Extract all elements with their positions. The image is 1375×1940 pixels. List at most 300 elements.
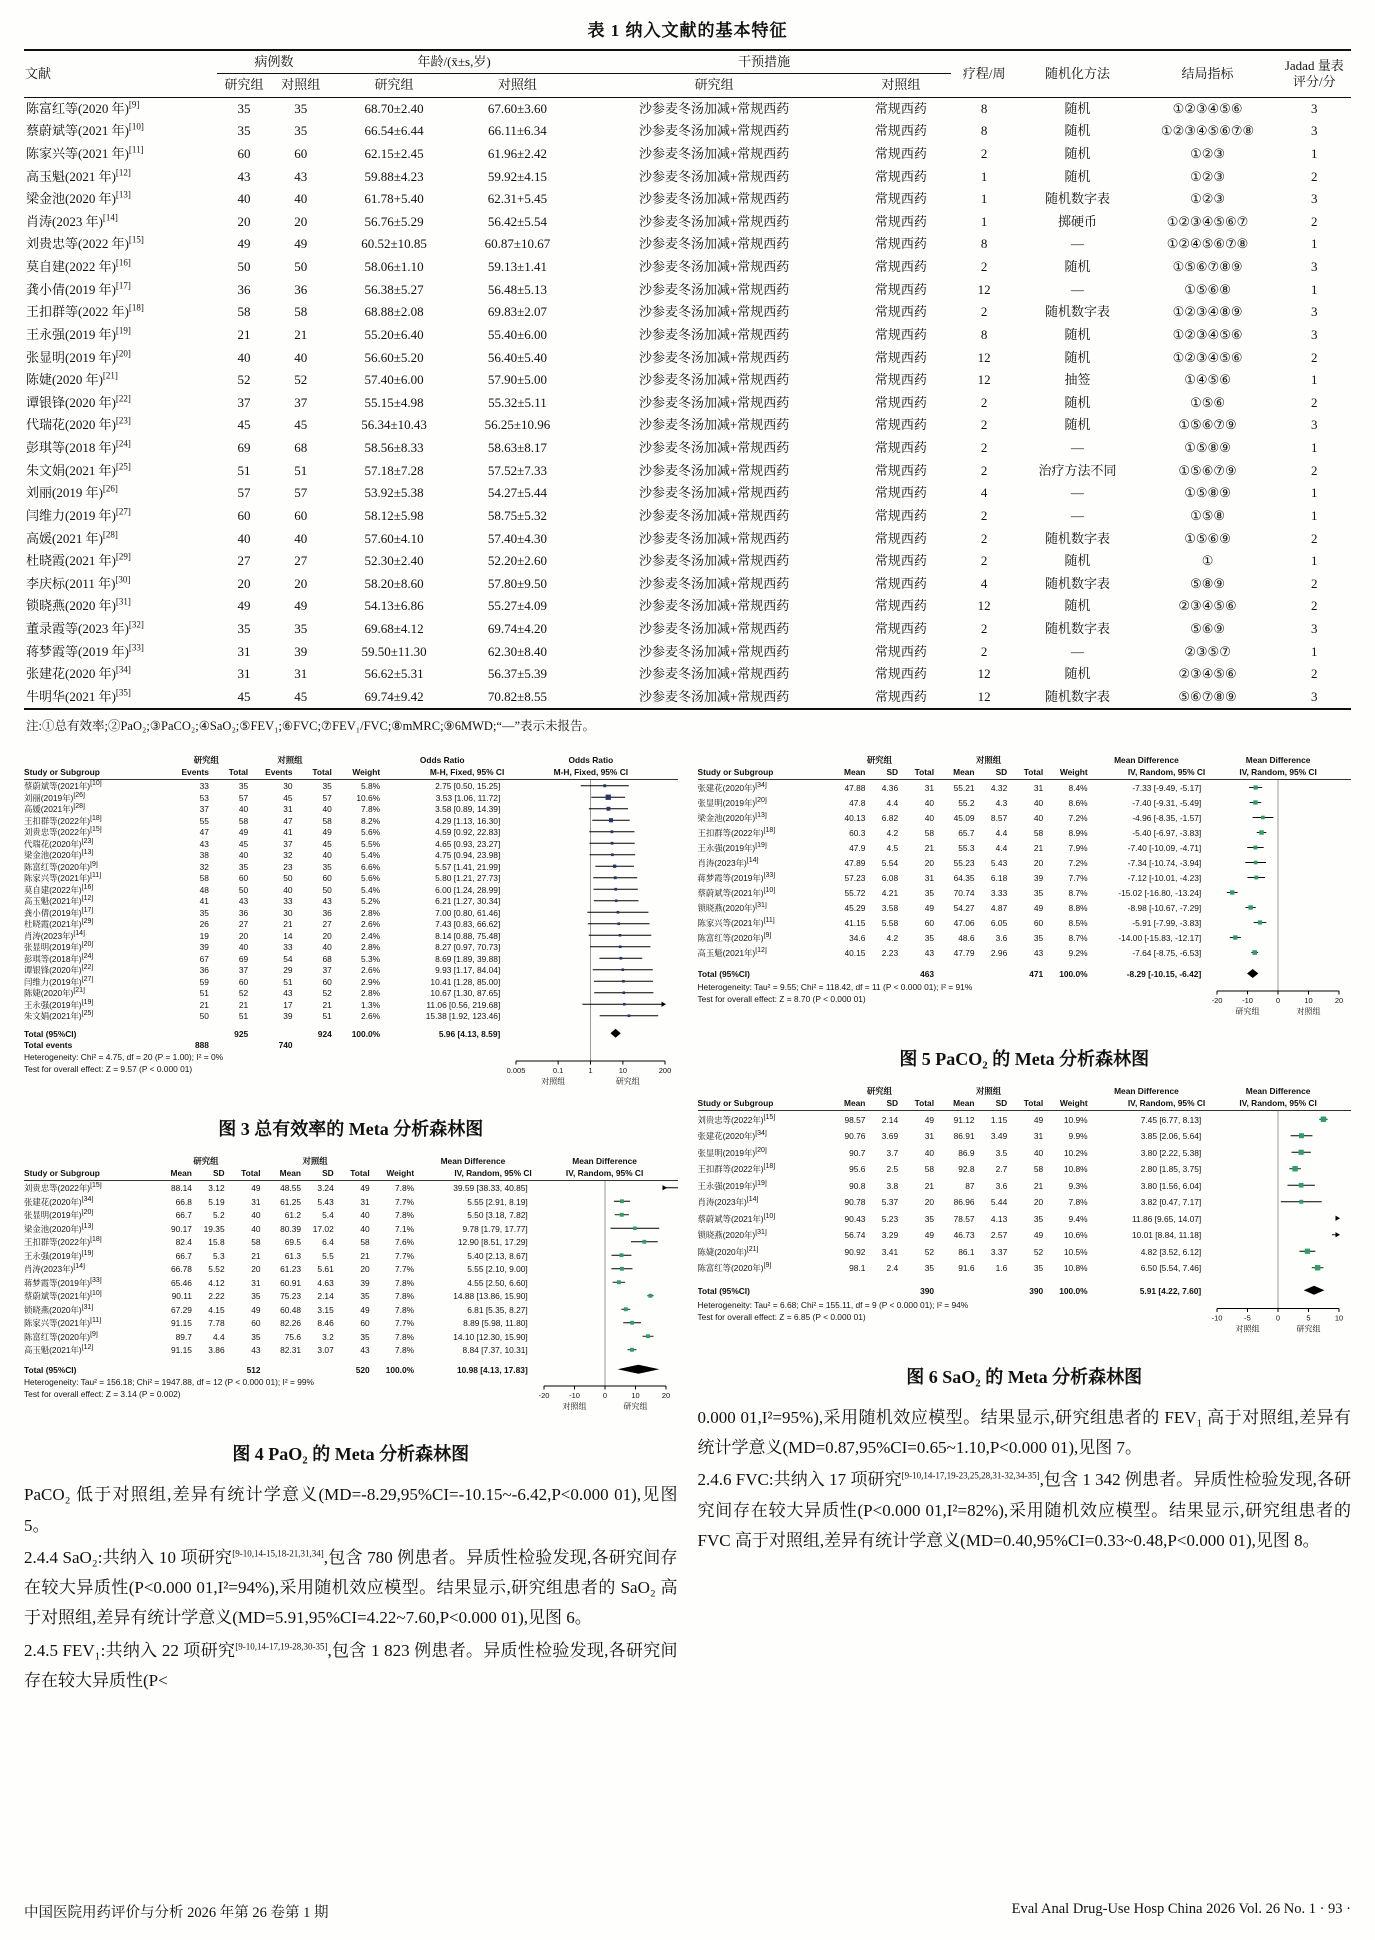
table-cell: 随机数字表 <box>1045 304 1111 320</box>
forest-value: 4.4 <box>995 827 1008 838</box>
forest-row <box>698 795 1352 810</box>
forest-value: 21 <box>360 1250 370 1261</box>
table-cell: 58.63±8.17 <box>487 440 547 456</box>
forest-value: 20 <box>251 1264 261 1275</box>
table-cell: 常规西药 <box>874 123 927 139</box>
forest-value: 3.6 <box>995 1180 1008 1191</box>
table-row <box>24 392 1351 415</box>
forest-value: 91.12 <box>953 1114 975 1125</box>
table-cell: 沙参麦冬汤加减+常规西药 <box>638 643 790 659</box>
table-cell: 52.30±2.40 <box>364 553 424 569</box>
num-col-header: SD <box>322 1168 334 1179</box>
forest-study-label: 陈婕(2020年)[21] <box>24 987 85 999</box>
forest-ci-text: 14.88 [13.86, 15.90] <box>453 1291 528 1302</box>
forest-value: 5.43 <box>317 1196 334 1207</box>
forest-value: 60 <box>360 1318 370 1329</box>
heterogeneity-text: Heterogeneity: Chi² = 4.75, df = 20 (P = 1.00); I² = 0% <box>24 1052 224 1063</box>
forest-value: 49 <box>360 1183 370 1194</box>
forest-group-header <box>370 1155 414 1167</box>
forest-group-header <box>698 1085 825 1097</box>
forest-value: 10.8% <box>1063 1263 1088 1274</box>
forest-value: 4.2 <box>886 932 899 943</box>
forest-value: 7.9% <box>1068 842 1088 853</box>
forest-value: 60 <box>924 917 935 928</box>
forest-value: 7.78 <box>208 1318 225 1329</box>
table-cell: 沙参麦冬汤加减+常规西药 <box>638 598 790 614</box>
table-cell: 杜晓霞(2021 年)[29] <box>26 551 131 569</box>
forest-ci-text: 3.53 [1.06, 11.72] <box>435 792 501 803</box>
forest-study-label: 刘贵忠等(2022年)[15] <box>24 1182 102 1194</box>
forest-header-cols <box>698 766 1352 780</box>
forest-row <box>698 1177 1352 1194</box>
forest-row <box>698 885 1352 900</box>
table-cell: 常规西药 <box>874 530 927 546</box>
forest-row <box>24 780 678 792</box>
table-cell: 69.68±4.12 <box>364 621 424 637</box>
forest-value: 2.14 <box>881 1114 899 1125</box>
forest-value: 57 <box>322 792 332 803</box>
table-cell: 2 <box>980 145 988 161</box>
table-cell: 2 <box>1311 394 1318 410</box>
forest-ci-text: 10.67 [1.30, 87.65] <box>430 988 501 999</box>
table-cell: 40 <box>237 191 251 207</box>
forest-group-header <box>332 754 380 766</box>
forest-value: 92.8 <box>958 1164 975 1175</box>
num-col-header: Total <box>241 1168 261 1179</box>
table-cell: 沙参麦冬汤加减+常规西药 <box>638 349 790 365</box>
table-cell: 沙参麦冬汤加减+常规西药 <box>638 417 790 433</box>
forest-plot-fig4 <box>24 1155 678 1430</box>
forest-value: 888 <box>194 1040 209 1051</box>
table-cell: 59.13±1.41 <box>487 259 547 275</box>
forest-value: 8.4% <box>1068 782 1088 793</box>
forest-study-label: 代瑞花(2020年)[23] <box>24 837 94 849</box>
svg-text:0.005: 0.005 <box>506 1066 526 1076</box>
table-cell: 12 <box>977 349 991 365</box>
forest-value: 66.8 <box>175 1196 192 1207</box>
forest-study-label: 王扣群等(2022年)[18] <box>697 827 776 838</box>
forest-value: 7.8% <box>395 1291 415 1302</box>
table-cell: 沙参麦冬汤加减+常规西药 <box>638 168 790 184</box>
table-cell: 沙参麦冬汤加减+常规西药 <box>638 259 790 275</box>
method-col-header: M-H, Fixed, 95% CI <box>429 767 505 778</box>
table-cell: 35 <box>237 621 251 637</box>
table-cell: 62.30±8.40 <box>487 643 547 659</box>
forest-value: 55.72 <box>844 887 866 898</box>
forest-value: 35 <box>924 1213 935 1224</box>
table-cell: 治疗方法不同 <box>1038 462 1117 478</box>
table-cell: 58.75±5.32 <box>487 507 547 523</box>
forest-study-label: 张建花(2020年)[34] <box>697 1130 767 1142</box>
col-literature: 文献 <box>24 50 217 97</box>
table-cell: 3 <box>1311 688 1318 704</box>
forest-value: 61.2 <box>284 1210 302 1221</box>
forest-row <box>24 1222 678 1236</box>
forest-value: 2.96 <box>990 947 1008 958</box>
table-cell: 31 <box>294 666 308 682</box>
table-cell: 36 <box>237 281 251 297</box>
forest-row <box>698 1260 1352 1277</box>
col-intervention: 干预措施 <box>577 50 950 74</box>
method-col-header: IV, Random, 95% CI <box>1127 1098 1206 1109</box>
forest-row <box>24 941 678 953</box>
forest-value: 27 <box>322 919 332 930</box>
forest-ci-text: 10.98 [4.13, 17.83] <box>456 1364 528 1375</box>
forest-value: 39 <box>1033 872 1044 883</box>
table-cell: 1 <box>1311 281 1318 297</box>
svg-text:对照组: 对照组 <box>562 1402 587 1412</box>
forest-study-label: 王扣群等(2022年)[18] <box>697 1163 776 1175</box>
table-cell: 1 <box>1311 643 1318 659</box>
table-cell: 27 <box>237 553 251 569</box>
table-cell: 常规西药 <box>874 575 927 591</box>
table-cell: 沙参麦冬汤加减+常规西药 <box>638 145 790 161</box>
forest-value: 60 <box>238 873 249 884</box>
table-cell: 12 <box>977 598 991 614</box>
forest-value: 95.6 <box>849 1164 866 1175</box>
forest-group-header: 研究组 <box>193 755 219 766</box>
table-cell: 68 <box>294 440 308 456</box>
overall-effect-text: Test for overall effect: Z = 3.14 (P = 0.002) <box>24 1389 181 1400</box>
forest-value: 40 <box>1033 1147 1044 1158</box>
axis-space <box>24 1075 678 1105</box>
forest-value: 40 <box>238 804 249 815</box>
forest-group-header: Odds Ratio <box>419 755 465 766</box>
forest-study-label: Total (95%CI) <box>24 1028 77 1039</box>
forest-value: 49 <box>924 1230 935 1241</box>
forest-value: 3.49 <box>990 1131 1008 1142</box>
forest-row <box>24 849 678 861</box>
forest-group-header: 对照组 <box>302 1156 328 1167</box>
forest-row <box>24 964 678 976</box>
table-cell: 2 <box>980 643 988 659</box>
forest-row <box>24 999 678 1011</box>
forest-group-header <box>698 754 825 766</box>
forest-value: 2.4% <box>361 930 381 941</box>
table-cell: — <box>1071 281 1085 297</box>
forest-row <box>698 1194 1352 1211</box>
table-cell: 常规西药 <box>874 145 927 161</box>
forest-value: 5.19 <box>208 1196 225 1207</box>
forest-study-label: 张建花(2020年)[34] <box>24 1195 94 1207</box>
table-cell: 王扣群等(2022 年)[18] <box>26 302 144 320</box>
table-cell: 沙参麦冬汤加减+常规西药 <box>638 688 790 704</box>
forest-ci-text: 6.21 [1.27, 30.34] <box>435 896 501 907</box>
forest-value: 52 <box>238 988 249 999</box>
table-body <box>24 97 1351 709</box>
table-cell: 49 <box>294 236 308 252</box>
table-cell: 沙参麦冬汤加减+常规西药 <box>638 666 790 682</box>
svg-text:-10: -10 <box>568 1391 580 1401</box>
forest-value: 98.57 <box>844 1114 866 1125</box>
forest-value: 2.6% <box>361 1011 381 1022</box>
overall-effect-text: Test for overall effect: Z = 6.85 (P < 0.000 01) <box>697 1311 866 1322</box>
table-cell: 57.90±5.00 <box>487 372 547 388</box>
forest-value: 55.3 <box>958 842 975 853</box>
forest-value: 52 <box>1033 1246 1044 1257</box>
forest-value: 35 <box>238 781 249 792</box>
forest-value: 7.8% <box>361 804 381 815</box>
forest-row <box>698 1210 1352 1227</box>
table-cell: ①④⑤⑥ <box>1184 372 1231 388</box>
forest-value: 41 <box>199 896 209 907</box>
table-cell: 40 <box>294 530 308 546</box>
table-cell: 2 <box>980 259 988 275</box>
table-cell: 40 <box>294 191 308 207</box>
forest-ci-text: 2.75 [0.50, 15.25] <box>435 781 501 792</box>
sub-col-control: 对照组 <box>271 74 331 97</box>
forest-value: 46.73 <box>953 1230 975 1241</box>
table-cell: 随机 <box>1064 666 1091 682</box>
forest-value: 8.8% <box>1068 902 1088 913</box>
table-row <box>24 120 1351 143</box>
forest-study-label: Total events <box>24 1040 73 1051</box>
table-cell: 57 <box>294 485 308 501</box>
svg-text:-5: -5 <box>1244 1313 1252 1323</box>
forest-value: 520 <box>355 1364 370 1375</box>
forest-row <box>24 918 678 930</box>
forest-value: 87 <box>965 1180 975 1191</box>
table-cell: 蒋梦霞等(2019 年)[33] <box>26 642 144 659</box>
forest-value: 60 <box>322 873 332 884</box>
forest-value: 49 <box>1033 1114 1044 1125</box>
svg-text:研究组: 研究组 <box>616 1077 641 1087</box>
forest-study-label: 彭琪等(2018年)[24] <box>24 952 94 964</box>
table-cell: 李庆标(2011 年)[30] <box>26 574 131 591</box>
table-cell: 20 <box>237 575 251 591</box>
forest-row <box>24 1181 678 1195</box>
num-col-header: Total <box>350 1168 370 1179</box>
num-col-header: Weight <box>1059 1098 1088 1109</box>
forest-value: 512 <box>246 1364 261 1375</box>
forest-value: 53 <box>199 792 209 803</box>
forest-value: 5.6% <box>361 873 381 884</box>
forest-value: 57 <box>238 792 249 803</box>
forest-value: 47 <box>283 815 293 826</box>
forest-value: 5.37 <box>881 1197 899 1208</box>
forest-value: 3.58 <box>881 902 899 913</box>
forest-group-header <box>1043 1085 1087 1097</box>
forest-group-header: 对照组 <box>976 1086 1002 1097</box>
forest-value: 4.3 <box>995 797 1008 808</box>
forest-study-label: 陈富红等(2020年)[9] <box>697 932 772 943</box>
forest-row <box>698 945 1352 960</box>
table-cell: ①⑤⑥⑦⑨ <box>1178 462 1237 478</box>
forest-row <box>698 1227 1352 1244</box>
forest-value: 10.6% <box>356 792 381 803</box>
forest-value: 4.13 <box>990 1213 1008 1224</box>
forest-value: 58 <box>251 1237 261 1248</box>
forest-study-label: Total (95%CI) <box>697 1285 750 1296</box>
forest-ci-text: 5.91 [4.22, 7.60] <box>1139 1285 1202 1296</box>
forest-value: 35 <box>199 907 209 918</box>
forest-row <box>24 1039 678 1051</box>
forest-value: 54.27 <box>953 902 975 913</box>
forest-value: 8.46 <box>317 1318 334 1329</box>
table-cell: 2 <box>980 621 988 637</box>
forest-value: 35 <box>322 781 332 792</box>
table-cell: 常规西药 <box>874 213 927 229</box>
table-row <box>24 573 1351 596</box>
forest-value: 78.57 <box>953 1213 975 1224</box>
forest-value: 21 <box>1033 1180 1044 1191</box>
table-cell: 常规西药 <box>874 621 927 637</box>
forest-study-label: Total (95%CI) <box>24 1364 77 1375</box>
forest-study-label: 锁晓燕(2020年)[31] <box>697 902 767 913</box>
forest-value: 54 <box>283 953 293 964</box>
table-cell: 27 <box>294 553 308 569</box>
table-cell: 1 <box>1311 236 1318 252</box>
forest-value: 9.2% <box>1068 947 1088 958</box>
table-cell: ②③④⑤⑥ <box>1178 598 1237 614</box>
table-cell: 常规西药 <box>874 553 927 569</box>
table-cell: 20 <box>237 213 251 229</box>
table-cell: 59.50±11.30 <box>361 643 427 659</box>
table-cell: 随机 <box>1064 168 1091 184</box>
table-row <box>24 550 1351 573</box>
forest-row <box>24 826 678 838</box>
table-cell: ①②③④⑧⑨ <box>1172 304 1243 320</box>
table-cell: 60.52±10.85 <box>361 236 427 252</box>
table-cell: 58.06±1.10 <box>364 259 424 275</box>
table-cell: 57.80±9.50 <box>487 575 547 591</box>
forest-value: 5.8% <box>361 781 381 792</box>
forest-study-label: 蔡蔚斌等(2021年)[10] <box>24 780 102 792</box>
table-cell: ①②③④⑤⑥ <box>1172 349 1243 365</box>
forest-value: 43 <box>1033 947 1044 958</box>
table-row <box>24 143 1351 166</box>
method-plot-header: IV, Random, 95% CI <box>1239 1098 1317 1109</box>
forest-value: 40 <box>238 942 249 953</box>
svg-text:-10: -10 <box>1211 1313 1223 1323</box>
forest-value: 56.74 <box>844 1230 866 1241</box>
table-cell: 沙参麦冬汤加减+常规西药 <box>638 213 790 229</box>
forest-ci-text: -7.12 [-10.01, -4.23] <box>1127 872 1202 883</box>
forest-header-groups <box>24 1155 678 1167</box>
forest-value: 7.8% <box>395 1345 415 1356</box>
forest-value: 60.3 <box>849 827 866 838</box>
table-cell: 45 <box>294 688 308 704</box>
forest-value: 60 <box>322 976 332 987</box>
forest-value: 5.58 <box>881 917 899 928</box>
forest-ci-text: 5.55 [2.91, 8.19] <box>467 1196 528 1207</box>
forest-value: 90.92 <box>844 1246 866 1257</box>
sub-col-study: 研究组 <box>217 74 270 97</box>
forest-value: 33 <box>283 942 293 953</box>
forest-value: 17.02 <box>312 1223 334 1234</box>
forest-value: 91.15 <box>170 1345 192 1356</box>
forest-value: 7.8% <box>395 1331 415 1342</box>
table-cell: 莫自建(2022 年)[16] <box>26 257 131 275</box>
forest-value: 34.6 <box>849 932 866 943</box>
table-cell: 56.76±5.29 <box>364 213 424 229</box>
forest-ci-text: -7.40 [-9.31, -5.49] <box>1132 797 1202 808</box>
table-cell: 35 <box>237 123 251 139</box>
table-cell: 陈富红等(2020 年)[9] <box>26 99 140 116</box>
num-col-header: Total <box>914 1098 935 1109</box>
table-cell: 12 <box>977 372 991 388</box>
paragraph: 2.4.6 FVC:共纳入 17 项研究[9-10,14-17,19-23,25,28,31-32,34-35],包含 1 342 例患者。异质性检验发现,各研究间存在较大异质性(P<0.000 01,I²=82%),采用随机效应模型。结果显示,研究组患者的 FVC 高于对照组,差异有统计学意义(MD=0.40,95%CI=0.33~0.48,P<0.000 01),见图 8。 <box>697 1470 1352 1550</box>
table-cell: 68.70±2.40 <box>364 100 424 116</box>
forest-study-label: 陈家兴等(2021年)[11] <box>697 917 775 928</box>
table-cell: 43 <box>294 168 308 184</box>
svg-text:-10: -10 <box>1242 996 1254 1006</box>
table-cell: 常规西药 <box>874 281 927 297</box>
table-cell: — <box>1071 507 1085 523</box>
forest-body <box>24 1181 678 1430</box>
table-cell: 2 <box>1311 213 1318 229</box>
forest-value: 35 <box>1033 887 1044 898</box>
table-cell: 8 <box>980 236 988 252</box>
forest-value: 31 <box>924 872 935 883</box>
table-cell: 随机 <box>1064 394 1091 410</box>
table-row <box>24 482 1351 505</box>
table-cell: 2 <box>980 304 988 320</box>
forest-value: 21 <box>1033 842 1044 853</box>
forest-group-header: 对照组 <box>976 755 1002 766</box>
study-col-header: Study or Subgroup <box>697 1098 774 1109</box>
forest-value: 61.25 <box>280 1196 302 1207</box>
forest-value: 3.8 <box>886 1180 899 1191</box>
forest-group-header: 研究组 <box>193 1156 219 1167</box>
method-col-header: IV, Random, 95% CI <box>454 1168 532 1179</box>
forest-value: 40.15 <box>844 947 866 958</box>
table-cell: 59.92±4.15 <box>487 168 547 184</box>
table-cell: 12 <box>977 281 991 297</box>
heterogeneity-text: Heterogeneity: Tau² = 9.55; Chi² = 118.42, df = 11 (P < 0.000 01); I² = 91% <box>697 982 973 993</box>
forest-value: 31 <box>360 1196 370 1207</box>
forest-row <box>24 838 678 850</box>
forest-study-label: 陈家兴等(2021年)[11] <box>24 872 102 884</box>
forest-value: 9.4% <box>1068 1213 1088 1224</box>
forest-value: 4.4 <box>886 797 899 808</box>
forest-value: 5.3 <box>212 1250 225 1261</box>
forest-row <box>698 966 1352 981</box>
table-cell: 52.20±2.60 <box>487 553 547 569</box>
forest-value: 100.0% <box>385 1364 415 1375</box>
forest-value: 35 <box>1033 932 1044 943</box>
table-cell: 35 <box>294 123 308 139</box>
forest-study-label: 蒋梦霞等(2019年)[33] <box>24 1276 102 1288</box>
forest-value: 67.29 <box>170 1304 192 1315</box>
table-cell: 70.82±8.55 <box>487 688 547 704</box>
table-cell: 1 <box>1311 440 1318 456</box>
forest-ci-text: 11.06 [0.56, 219.68] <box>426 999 501 1010</box>
forest-value: 60 <box>238 976 249 987</box>
forest-value: 49 <box>251 1304 261 1315</box>
table-note: 注:①总有效率;②PaO₂;③PaCO₂;④SaO₂;⑤FEV₁;⑥FVC;⑦FEV₁/FVC;⑧mMRC;⑨6MWD;“—”表示未报告。 <box>26 719 596 734</box>
table-cell: ⑤⑥⑦⑧⑨ <box>1178 688 1237 704</box>
heterogeneity-text: Heterogeneity: Tau² = 156.18; Chi² = 1947.88, df = 12 (P < 0.000 01); I² = 99% <box>24 1377 314 1388</box>
forest-value: 43 <box>322 896 332 907</box>
forest-study-label: 朱文娟(2021年)[25] <box>24 1010 94 1022</box>
forest-value: 10.5% <box>1063 1246 1088 1257</box>
table-cell: 沙参麦冬汤加减+常规西药 <box>638 372 790 388</box>
forest-ci-text: 7.43 [0.83, 66.62] <box>435 919 501 930</box>
forest-value: 91.6 <box>958 1263 975 1274</box>
table-cell: 61.96±2.42 <box>487 145 547 161</box>
table-cell: 沙参麦冬汤加减+常规西药 <box>638 100 790 116</box>
overall-effect-text: Test for overall effect: Z = 9.57 (P < 0.000 01) <box>24 1064 193 1075</box>
forest-value: 64.35 <box>953 872 975 883</box>
forest-row <box>24 976 678 988</box>
table-cell: 陈家兴等(2021 年)[11] <box>26 144 144 161</box>
table-cell: 57.52±7.33 <box>487 462 547 478</box>
table-cell: 朱文娟(2021 年)[25] <box>26 461 131 478</box>
forest-row <box>24 861 678 873</box>
forest-value: 60 <box>1033 917 1044 928</box>
forest-body <box>698 780 1352 1035</box>
